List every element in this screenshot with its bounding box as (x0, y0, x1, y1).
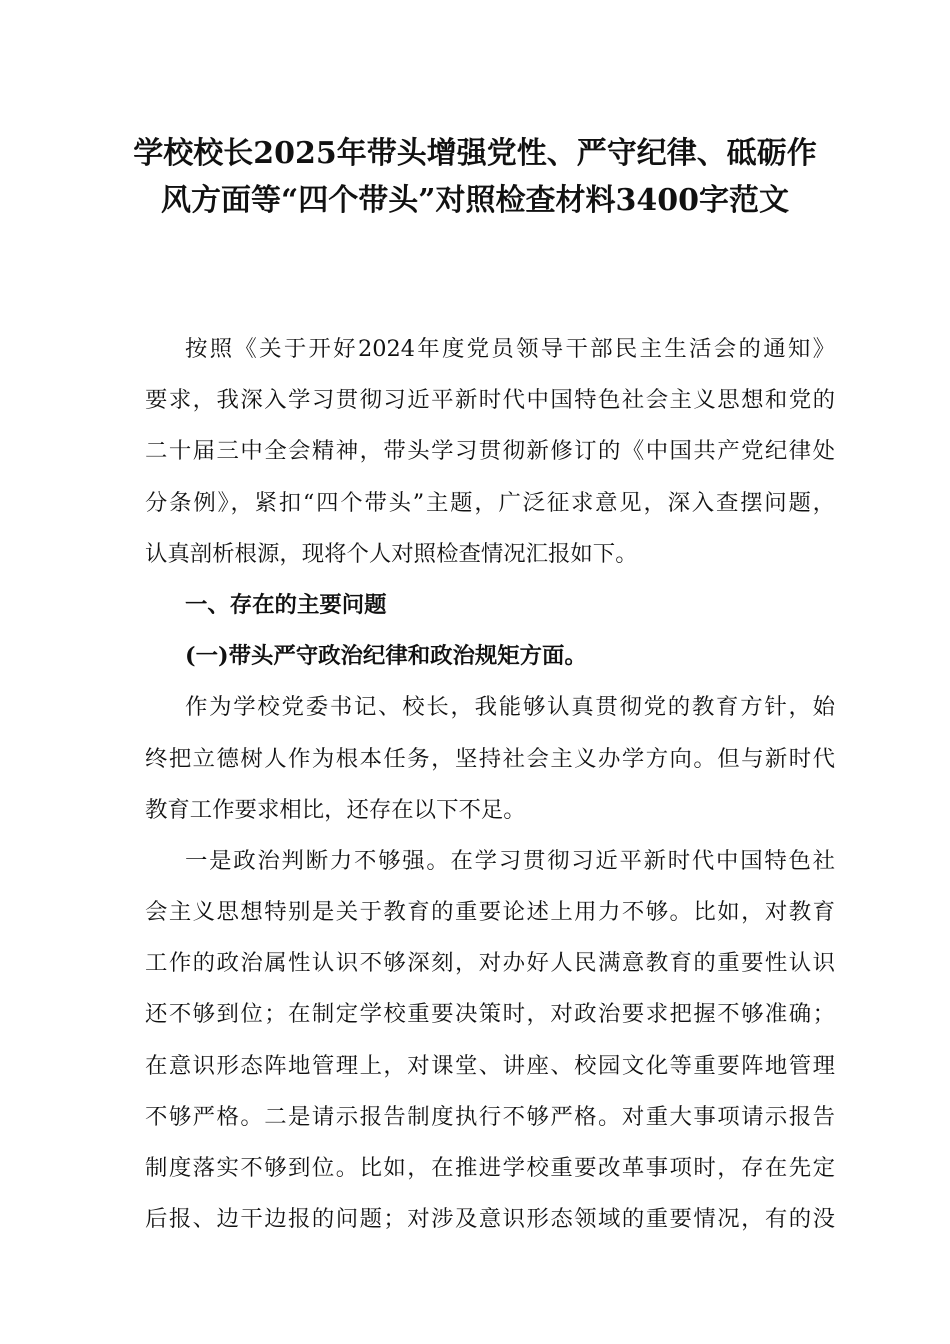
paragraph-line: 二十届三中全会精神，带头学习贯彻新修订的《中国共产党纪律处 (145, 438, 835, 465)
paragraph-line: 工作的政治属性认识不够深刻，对办好人民满意教育的重要性认识 (145, 950, 835, 977)
paragraph-line: 还不够到位；在制定学校重要决策时，对政治要求把握不够准确； (145, 1001, 835, 1028)
paragraph-line: 后报、边干边报的问题；对涉及意识形态领域的重要情况，有的没 (145, 1206, 835, 1233)
paragraph-line: 制度落实不够到位。比如，在推进学校重要改革事项时，存在先定 (145, 1155, 835, 1181)
paragraph-line: 一是政治判断力不够强。在学习贯彻习近平新时代中国特色社 (185, 847, 835, 874)
paragraph-line: 分条例》，紧扣“四个带头”主题，广泛征求意见，深入查摆问题， (145, 489, 835, 516)
paragraph-line: 会主义思想特别是关于教育的重要论述上用力不够。比如，对教育 (145, 899, 835, 926)
paragraph-line: 认真剖析根源，现将个人对照检查情况汇报如下。 (145, 540, 638, 567)
paragraph-line: 要求，我深入学习贯彻习近平新时代中国特色社会主义思想和党的 (145, 387, 835, 414)
document-title-line-2: 风方面等“四个带头”对照检查材料3400字范文 (160, 183, 789, 218)
paragraph-line: 在意识形态阵地管理上，对课堂、讲座、校园文化等重要阵地管理 (145, 1052, 835, 1079)
paragraph-line: 不够严格。二是请示报告制度执行不够严格。对重大事项请示报告 (145, 1103, 835, 1130)
subsection-heading: (一)带头严守政治纪律和政治规矩方面。 (185, 643, 587, 670)
section-heading: 一、存在的主要问题 (185, 591, 387, 618)
paragraph-line: 终把立德树人作为根本任务，坚持社会主义办学方向。但与新时代 (145, 745, 835, 772)
document-title-line-1: 学校校长2025年带头增强党性、严守纪律、砥砺作 (133, 136, 817, 171)
paragraph-line: 按照《关于开好2024年度党员领导干部民主生活会的通知》 (185, 336, 835, 362)
paragraph-line: 作为学校党委书记、校长，我能够认真贯彻党的教育方针，始 (185, 694, 835, 721)
document-body (145, 338, 835, 1259)
paragraph-line: 教育工作要求相比，还存在以下不足。 (145, 796, 526, 823)
